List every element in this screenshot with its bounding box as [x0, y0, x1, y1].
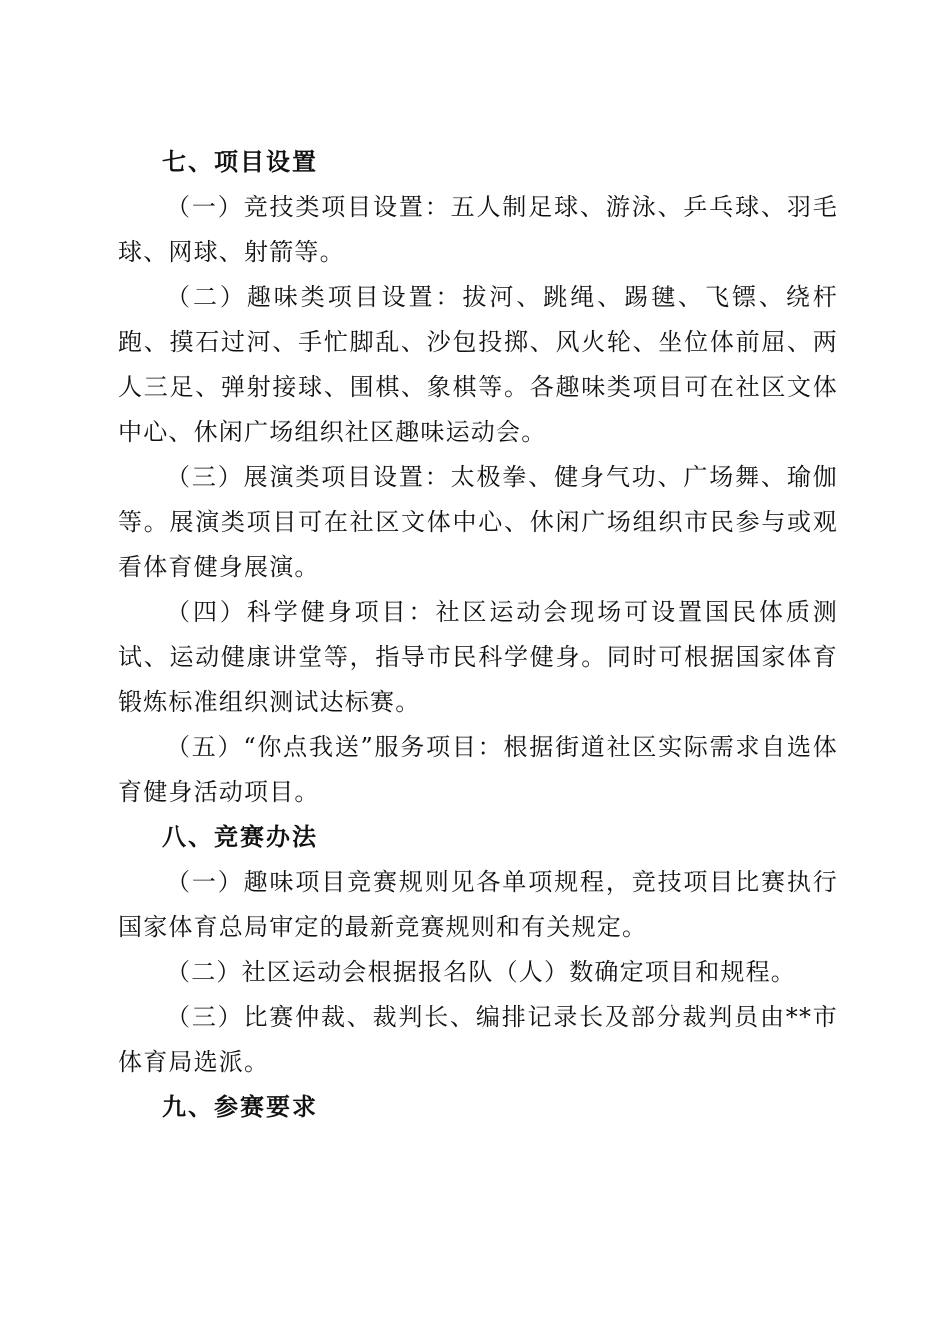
paragraph-7-3: （三）展演类项目设置：太极拳、健身气功、广场舞、瑜伽等。展演类项目可在社区文体中心、休闲广场组织市民参与或观看体育健身展演。: [118, 463, 838, 581]
paragraph-7-4: （四）科学健身项目：社区运动会现场可设置国民体质测试、运动健康讲堂等，指导市民科学健身。同时可根据国家体育锻炼标准组织测试达标赛。: [118, 598, 838, 716]
document-body: [118, 140, 838, 1130]
paragraph-7-5: （五）“你点我送”服务项目：根据街道社区实际需求自选体育健身活动项目。: [118, 733, 838, 806]
paragraph-7-2: （二）趣味类项目设置：拔河、跳绳、踢毽、飞镖、绕杆跑、摸石过河、手忙脚乱、沙包投掷、风火轮、坐位体前屈、两人三足、弹射接球、围棋、象棋等。各趣味类项目可在社区文体中心、休闲广场组织社区趣味运动会。: [118, 283, 838, 446]
section-heading-9: 九、参赛要求: [162, 1093, 318, 1121]
paragraph-7-1: （一）竞技类项目设置：五人制足球、游泳、乒乓球、羽毛球、网球、射箭等。: [118, 193, 838, 266]
paragraph-8-1: （一）趣味项目竞赛规则见各单项规程，竞技项目比赛执行国家体育总局审定的最新竞赛规则和有关规定。: [118, 868, 838, 941]
paragraph-8-3: （三）比赛仲裁、裁判长、编排记录长及部分裁判员由**市体育局选派。: [118, 1003, 838, 1076]
section-heading-8: 八、竞赛办法: [162, 823, 318, 851]
paragraph-8-2: （二）社区运动会根据报名队（人）数确定项目和规程。: [166, 958, 796, 986]
section-heading-7: 七、项目设置: [162, 148, 318, 176]
